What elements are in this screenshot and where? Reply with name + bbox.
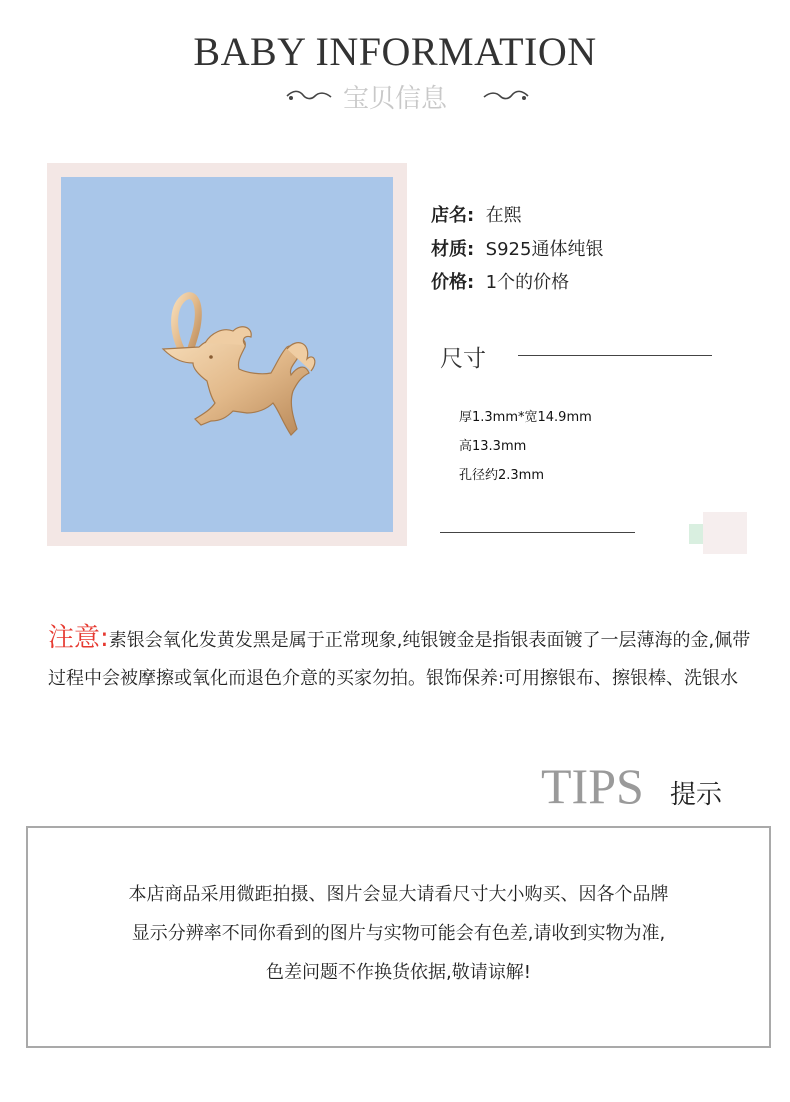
notice-heading: 注意:	[48, 623, 109, 653]
tips-heading-cn: 提示	[670, 780, 723, 810]
info-row-price	[431, 268, 569, 294]
decorative-swatch	[703, 512, 747, 554]
unicorn-pendant-icon	[61, 177, 393, 532]
tips-line: 显示分辨率不同你看到的图片与实物可能会有色差,请收到实物为准,	[131, 923, 666, 944]
info-row-material	[431, 235, 603, 261]
info-label: 材质:	[431, 239, 475, 260]
info-bottom-divider	[440, 532, 635, 533]
info-value: 1个的价格	[485, 272, 570, 293]
care-notice	[48, 619, 760, 698]
page-subtitle-row	[0, 78, 790, 114]
tips-line: 本店商品采用微距拍摄、图片会显大请看尺寸大小购买、因各个品牌	[128, 884, 669, 905]
right-swirl-ornament-icon	[482, 88, 530, 104]
size-spec-item: 高13.3mm	[459, 439, 527, 454]
notice-body: 素银会氧化发黄发黑是属于正常现象,纯银镀金是指银表面镀了一层薄海的金,佩带过程中会被摩擦或氧化而退色介意的买家勿拍。银饰保养:可用擦银布、擦银棒、洗银水	[48, 630, 751, 689]
tips-line: 色差问题不作换货依据,敬请谅解!	[266, 962, 531, 983]
product-photo	[61, 177, 393, 532]
info-value: S925通体纯银	[485, 239, 604, 260]
info-label: 价格:	[431, 272, 475, 293]
size-heading: 尺寸	[440, 346, 486, 372]
info-value: 在熙	[485, 205, 522, 226]
page-subtitle-cn: 宝贝信息	[342, 84, 447, 114]
info-row-shop	[431, 201, 522, 227]
page-title-en: BABY INFORMATION	[193, 29, 597, 74]
info-label: 店名:	[431, 205, 475, 226]
size-spec-item: 厚1.3mm*宽14.9mm	[459, 410, 592, 425]
size-spec-item: 孔径约2.3mm	[459, 468, 545, 483]
size-heading-divider	[518, 355, 712, 356]
tips-heading-en: TIPS	[541, 758, 644, 814]
